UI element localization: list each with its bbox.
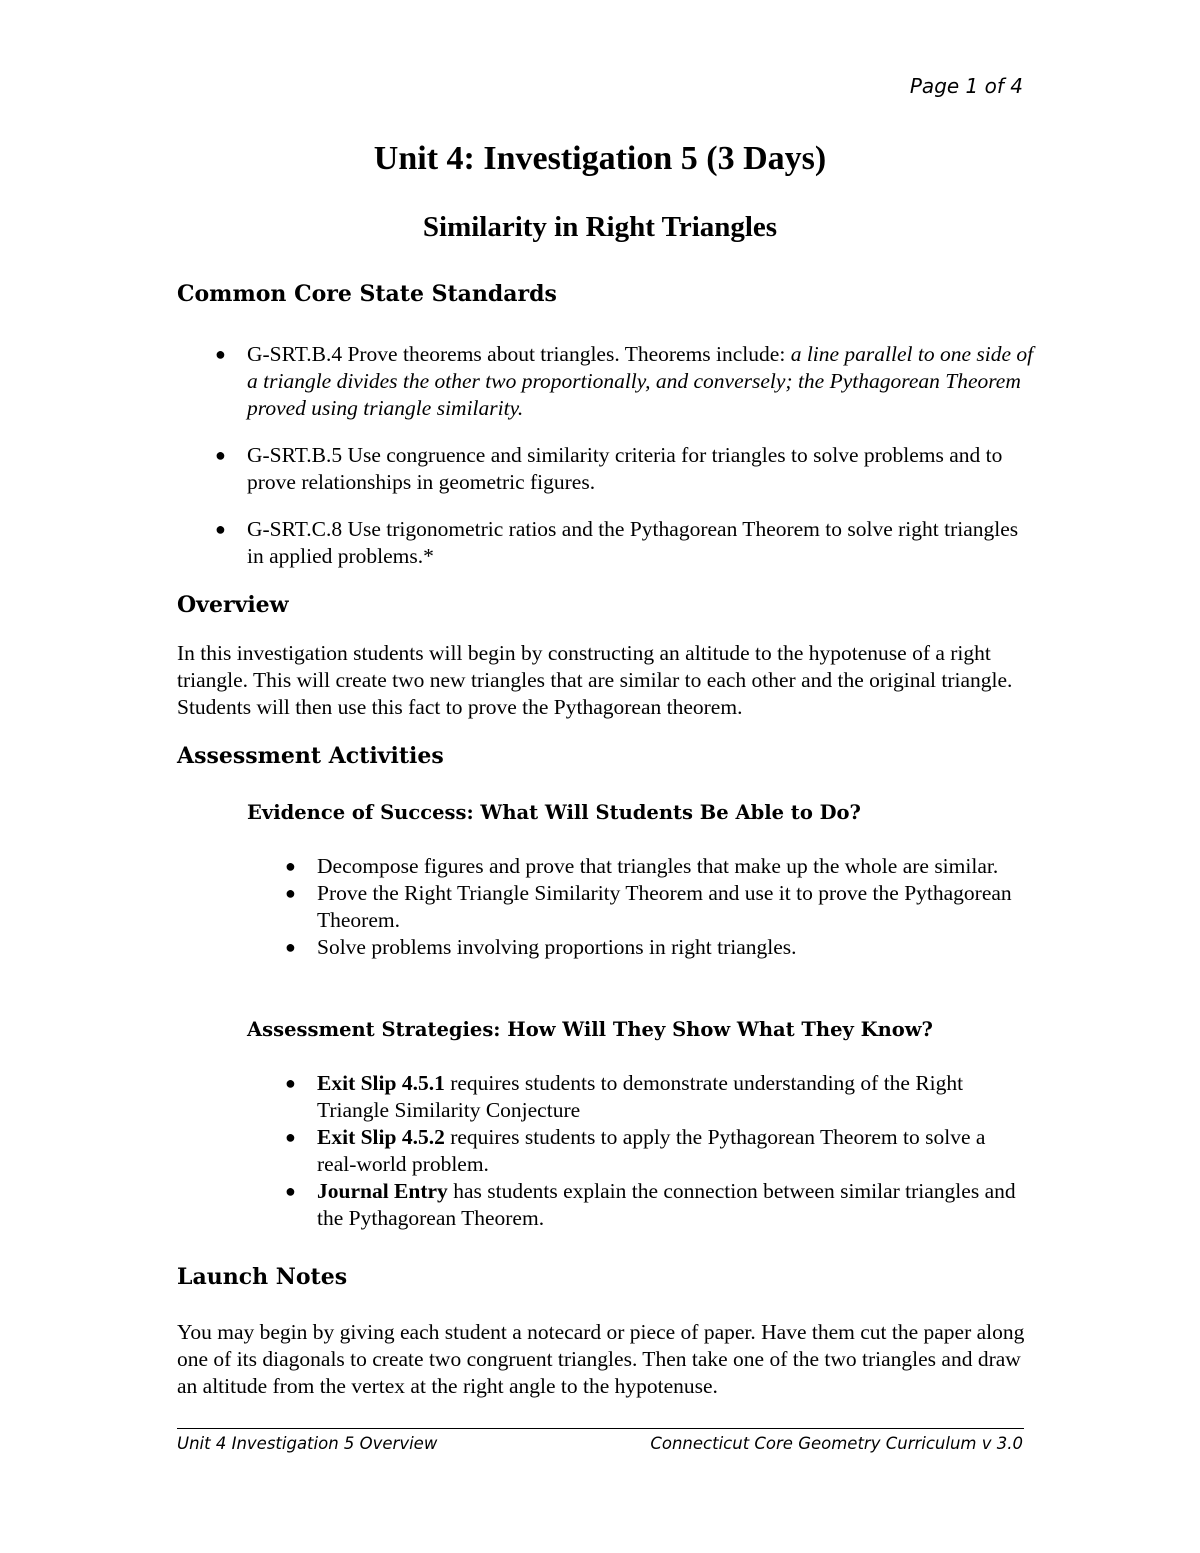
bullet-icon: ● <box>285 1181 296 1201</box>
standard-text: G-SRT.B.5 Use congruence and similarity criteria for triangles to solve problems and to prove relationships in geometric figures. <box>247 443 1003 494</box>
evidence-text: Solve problems involving proportions in right triangles. <box>317 935 797 959</box>
standard-italic-text: a line parallel to one side of a triangle divides the other two proportionally, and conversely; the Pythagorean Theorem proved using triangle similarity. <box>247 342 1034 420</box>
standard-text: G-SRT.C.8 Use trigonometric ratios and the Pythagorean Theorem to solve right triangles in applied problems.* <box>247 517 1019 568</box>
strategy-text: has students explain the connection between similar triangles and the Pythagorean Theorem. <box>317 1179 1016 1230</box>
bullet-icon: ● <box>285 856 296 876</box>
list-item <box>285 853 1017 880</box>
assessment-heading: Assessment Activities <box>177 743 444 769</box>
strategies-heading: Assessment Strategies: How Will They Show What They Know? <box>247 1018 933 1041</box>
bullet-icon: ● <box>285 1127 296 1147</box>
bullet-icon: ● <box>285 883 296 903</box>
document-title: Unit 4: Investigation 5 (3 Days) <box>373 140 827 177</box>
page-number: Page 1 of 4 <box>909 74 1023 98</box>
strategy-name: Exit Slip 4.5.1 <box>317 1071 445 1095</box>
launch-text: You may begin by giving each student a notecard or piece of paper. Have them cut the paper along one of its diagonals to create two congruent triangles. Then take one of the two triangles and draw an altitude from the vertex at the right angle to the hypotenuse. <box>177 1320 1025 1398</box>
standards-list <box>215 341 1037 590</box>
evidence-heading: Evidence of Success: What Will Students Be Able to Do? <box>247 801 861 824</box>
strategy-name: Exit Slip 4.5.2 <box>317 1125 445 1149</box>
list-item <box>215 442 1037 496</box>
overview-text: In this investigation students will begin by constructing an altitude to the hypotenuse of a right triangle. This will create two new triangles that are similar to each other and the original triangle. Students will then use this fact to prove the Pythagorean theorem. <box>177 641 1013 719</box>
evidence-list <box>285 853 1017 961</box>
list-item <box>215 341 1037 422</box>
footer-divider <box>177 1428 1024 1429</box>
strategy-text: requires students to demonstrate understanding of the Right Triangle Similarity Conjecture <box>317 1071 964 1122</box>
list-item <box>285 1070 1017 1124</box>
strategies-list <box>285 1070 1017 1232</box>
list-item <box>285 1124 1017 1178</box>
strategy-name: Journal Entry <box>317 1179 448 1203</box>
evidence-text: Prove the Right Triangle Similarity Theorem and use it to prove the Pythagorean Theorem. <box>317 881 1012 932</box>
list-item <box>285 880 1017 934</box>
bullet-icon: ● <box>215 519 226 539</box>
bullet-icon: ● <box>285 937 296 957</box>
launch-heading: Launch Notes <box>177 1264 348 1290</box>
list-item <box>215 516 1037 570</box>
footer-right: Connecticut Core Geometry Curriculum v 3.0 <box>650 1434 1023 1453</box>
evidence-text: Decompose figures and prove that triangles that make up the whole are similar. <box>317 854 999 878</box>
strategy-text: requires students to apply the Pythagorean Theorem to solve a real-world problem. <box>317 1125 986 1176</box>
document-subtitle: Similarity in Right Triangles <box>422 211 778 243</box>
standards-heading: Common Core State Standards <box>177 281 557 307</box>
bullet-icon: ● <box>285 1073 296 1093</box>
bullet-icon: ● <box>215 445 226 465</box>
list-item <box>285 934 1017 961</box>
footer-left: Unit 4 Investigation 5 Overview <box>177 1434 438 1453</box>
standard-text: G-SRT.B.4 Prove theorems about triangles. Theorems include: <box>247 342 791 366</box>
overview-heading: Overview <box>177 592 289 618</box>
list-item <box>285 1178 1017 1232</box>
bullet-icon: ● <box>215 344 226 364</box>
